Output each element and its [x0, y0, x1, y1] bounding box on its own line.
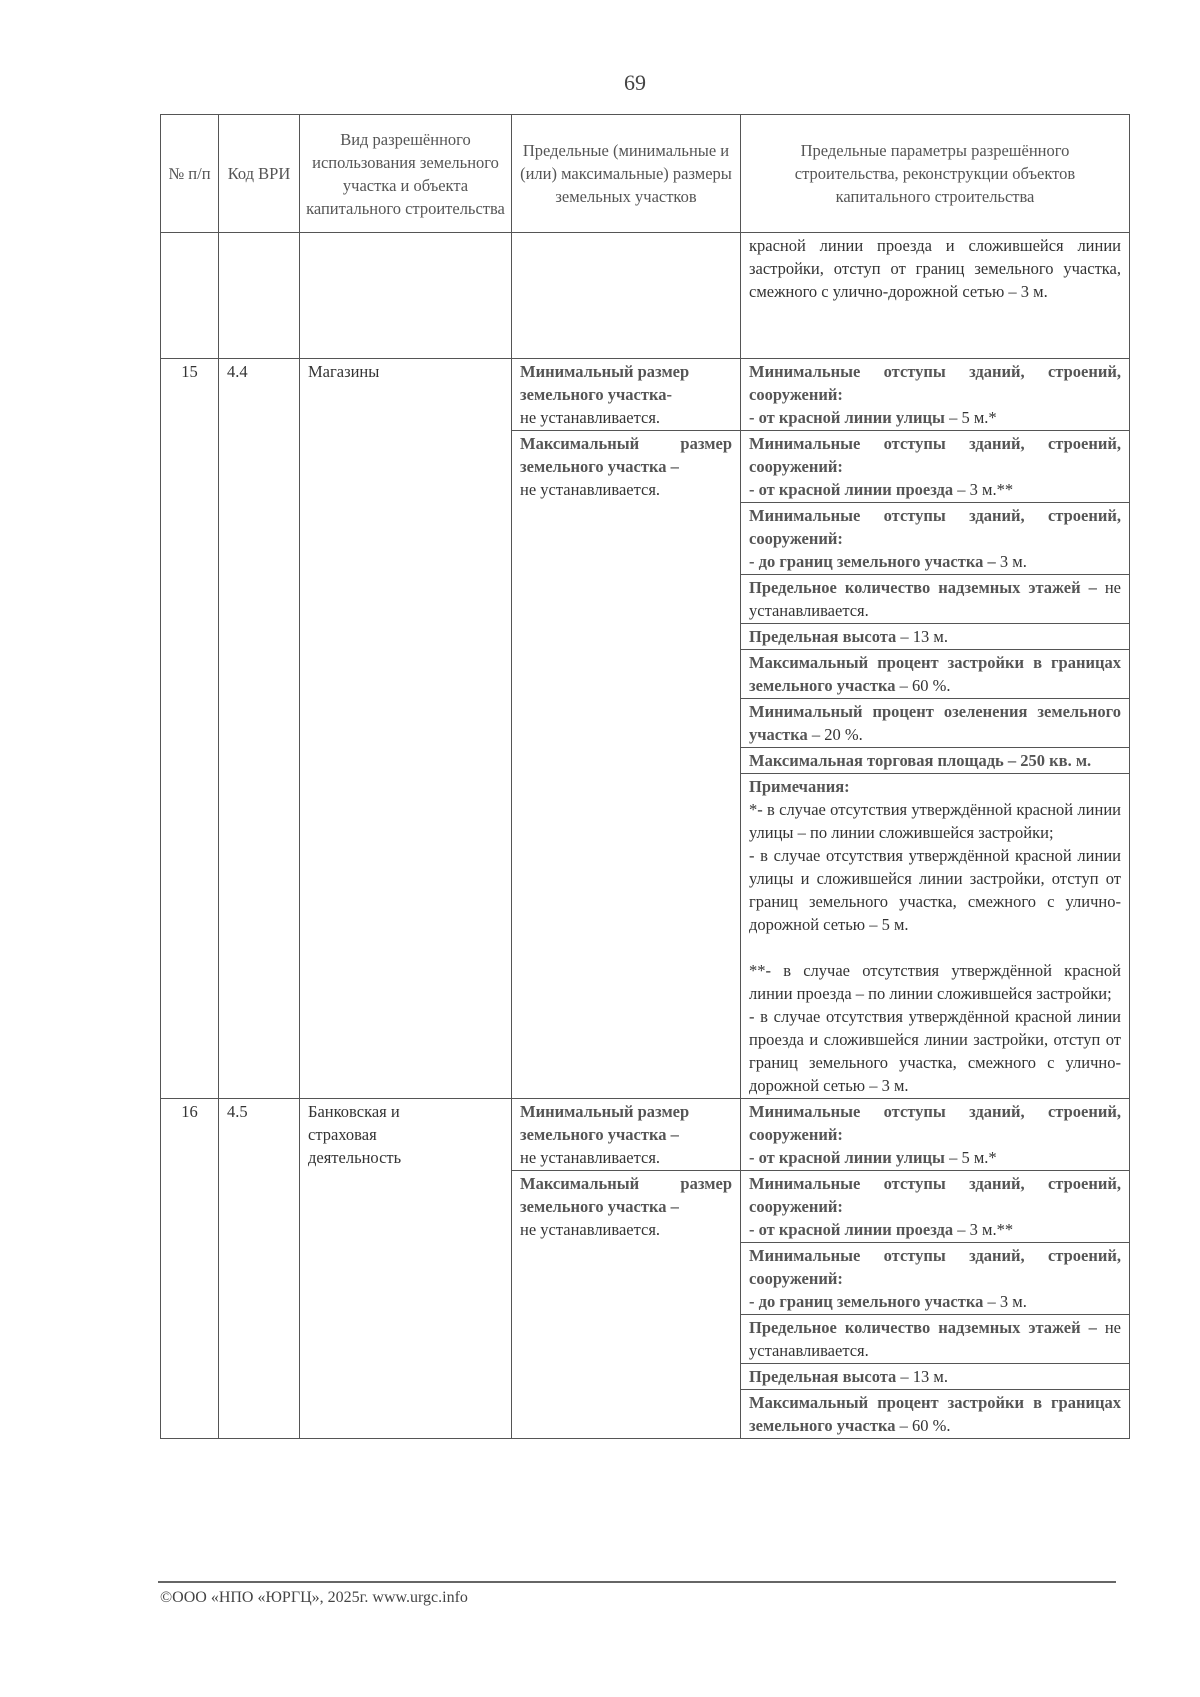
- page-number: 69: [624, 70, 646, 95]
- param-cell: Минимальные отступы зданий, строений, сооружений: - от красной линии улицы – 5 м.*: [741, 359, 1130, 431]
- header-size: Предельные (минимальные и (или) максимальные) размеры земельных участков: [512, 115, 741, 233]
- note-2: - в случае отсутствия утверждённой красной линии улицы и сложившейся линии застройки, отступ от границ земельного участка, смежного с улично-дорожной сетью – 5 м.: [749, 846, 1121, 934]
- header-params: Предельные параметры разрешённого строительства, реконструкции объектов капитального строительства: [741, 115, 1130, 233]
- table-row: [161, 1099, 1130, 1171]
- param-cell: Предельная высота – 13 м.: [741, 1364, 1130, 1390]
- row-code: 4.5: [219, 1099, 300, 1439]
- header-code: Код ВРИ: [219, 115, 300, 233]
- header-num: № п/п: [161, 115, 219, 233]
- notes-title: Примечания:: [749, 777, 850, 796]
- param-cell: Минимальный процент озеленения земельного участка – 20 %.: [741, 699, 1130, 748]
- header-kind: Вид разрешённого использования земельного участка и объекта капитального строительства: [300, 115, 512, 233]
- min-size-bold: Минимальный размер земельного участка –: [520, 1102, 690, 1144]
- table-row: [161, 359, 1130, 431]
- max-size-value: не устанавливается.: [520, 1220, 661, 1239]
- param-cell: Предельная высота – 13 м.: [741, 624, 1130, 650]
- continuation-row: [161, 233, 1130, 359]
- param-cell: Максимальный процент застройки в границах земельного участка – 60 %.: [741, 1390, 1130, 1439]
- note-3: **- в случае отсутствия утверждённой красной линии проезда – по линии сложившейся застройки;: [749, 961, 1121, 1003]
- param-cell: Минимальные отступы зданий, строений, сооружений: - от красной линии проезда – 3 м.**: [741, 1171, 1130, 1243]
- max-size-cell: [512, 1171, 741, 1439]
- min-size-cell: [512, 359, 741, 431]
- param-cell: Максимальный процент застройки в границах земельного участка – 60 %.: [741, 650, 1130, 699]
- continuation-params: красной линии проезда и сложившейся линии застройки, отступ от границ земельного участка, смежного с улично-дорожной сетью – 3 м.: [741, 233, 1130, 359]
- footer-divider: [158, 1581, 1116, 1583]
- param-cell: Минимальные отступы зданий, строений, сооружений: - до границ земельного участка – 3 м.: [741, 1243, 1130, 1315]
- param-cell: Минимальные отступы зданий, строений, сооружений: - до границ земельного участка – 3 м.: [741, 503, 1130, 575]
- max-size-cell: [512, 431, 741, 1099]
- table-header-row: [161, 115, 1130, 233]
- min-size-bold: Минимальный размер земельного участка-: [520, 362, 690, 404]
- param-cell: Минимальные отступы зданий, строений, сооружений: - от красной линии улицы – 5 м.*: [741, 1099, 1130, 1171]
- row-num: 15: [161, 359, 219, 1099]
- row-code: 4.4: [219, 359, 300, 1099]
- min-size-value: не устанавливается.: [520, 408, 661, 427]
- max-size-bold: Максимальный размер земельного участка –: [520, 434, 732, 476]
- param-cell: Предельное количество надземных этажей – не устанавливается.: [741, 575, 1130, 624]
- max-size-bold: Максимальный размер земельного участка –: [520, 1174, 732, 1216]
- note-4: - в случае отсутствия утверждённой красной линии проезда и сложившейся линии застройки, отступ от границ земельного участка, смежного с улично-дорожной сетью – 3 м.: [749, 1007, 1121, 1095]
- note-1: *- в случае отсутствия утверждённой красной линии улицы – по линии сложившейся застройки;: [749, 800, 1121, 842]
- min-size-value: не устанавливается.: [520, 1148, 661, 1167]
- footer-copyright: ©ООО «НПО «ЮРГЦ», 2025г. www.urgc.info: [160, 1589, 468, 1606]
- param-cell: Минимальные отступы зданий, строений, сооружений: - от красной линии проезда – 3 м.**: [741, 431, 1130, 503]
- row-kind: Магазины: [300, 359, 512, 1099]
- min-size-cell: [512, 1099, 741, 1171]
- param-cell: Максимальная торговая площадь – 250 кв. м.: [741, 748, 1130, 774]
- regulations-table: [160, 114, 1130, 1439]
- row-num: 16: [161, 1099, 219, 1439]
- notes-cell: [741, 774, 1130, 1099]
- row-kind: Банковская и страховая деятельность: [300, 1099, 512, 1439]
- param-cell: Предельное количество надземных этажей – не устанавливается.: [741, 1315, 1130, 1364]
- max-size-value: не устанавливается.: [520, 480, 661, 499]
